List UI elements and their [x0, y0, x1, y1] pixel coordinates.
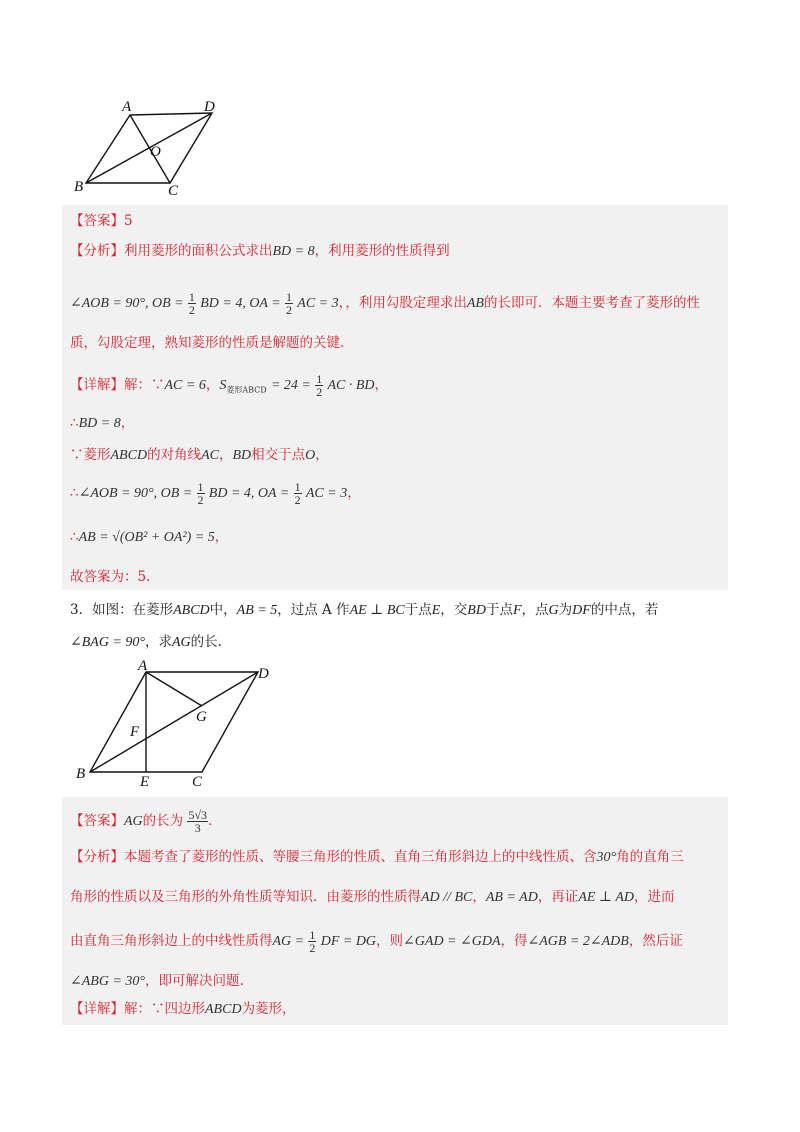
detail-line-1: 【详解】解：∵四边形ABCD为菱形，	[70, 1001, 296, 1017]
label-E: E	[140, 774, 150, 790]
analysis-line-3: 由直角三角形斜边上的中线性质得AG = $\frac{1}{2}$ DF = DG，则∠GAD = ∠GDA，得∠AGB = 2∠ADB，然后证	[70, 928, 683, 955]
analysis-line-2: 角形的性质以及三角形的外角性质等知识．由菱形的性质得AD // BC，AB = AD，再证AE ⊥ AD，进而	[70, 889, 675, 905]
label-O: O	[150, 144, 161, 160]
detail-line-5: ∴AB = √(OB² + OA²) = 5，	[70, 529, 229, 545]
figure-rhombus-2	[70, 656, 280, 791]
answer-line: 【答案】5	[70, 213, 133, 229]
final-answer: 故答案为：5．	[70, 569, 160, 585]
label-C: C	[192, 774, 203, 790]
analysis-line-1: 【分析】利用菱形的面积公式求出BD = 8，利用菱形的性质得到	[70, 243, 450, 259]
detail-line-1: 【详解】解：∵AC = 6，$S_{菱形ABCD} = 24$ = $\frac{1}{2}$ AC · BD，	[70, 372, 389, 399]
detail-line-2: ∴BD = 8，	[70, 415, 135, 431]
answer-line: 【答案】AG的长为 $\frac{5√3}{3}$ ．	[70, 808, 222, 835]
label-B: B	[76, 766, 86, 782]
detail-line-4: ∴∠AOB = 90°, OB = $\frac{1}{2}$ BD = 4, OA = $\frac{1}{2}$ AC = 3，	[70, 480, 361, 507]
figure-rhombus-1	[70, 95, 250, 200]
label-D: D	[204, 99, 215, 115]
analysis-line-2: ∠AOB = 90°, OB = $\frac{1}{2}$ BD = 4, OA = $\frac{1}{2}$ AC = 3，，利用勾股定理求出AB的长即可．本题主要考查了菱形的性	[70, 290, 700, 317]
analysis-line-4: ∠ABG = 30°，即可解决问题.	[70, 973, 244, 989]
answer-block-2	[62, 797, 728, 1025]
analysis-line-3: 质，勾股定理，熟知菱形的性质是解题的关键．	[70, 335, 354, 351]
label-D: D	[258, 666, 269, 682]
label-A: A	[122, 99, 132, 115]
analysis-line-1: 【分析】本题考查了菱形的性质、等腰三角形的性质、直角三角形斜边上的中线性质、含30°角的直角三	[70, 849, 684, 865]
label-B: B	[74, 179, 84, 195]
question-3-line-1: 3．如图：在菱形ABCD中，AB = 5，过点 A 作AE ⊥ BC于点E，交BD于点F，点G为DF的中点，若	[70, 602, 659, 618]
answer-block-1	[62, 205, 728, 590]
label-C: C	[168, 183, 179, 199]
label-F: F	[130, 724, 140, 740]
question-3-line-2: ∠BAG = 90°，求AG的长.	[70, 634, 222, 650]
label-A: A	[138, 658, 148, 674]
label-G: G	[196, 709, 207, 725]
detail-line-3: ∵菱形ABCD的对角线AC，BD相交于点O，	[70, 447, 329, 463]
